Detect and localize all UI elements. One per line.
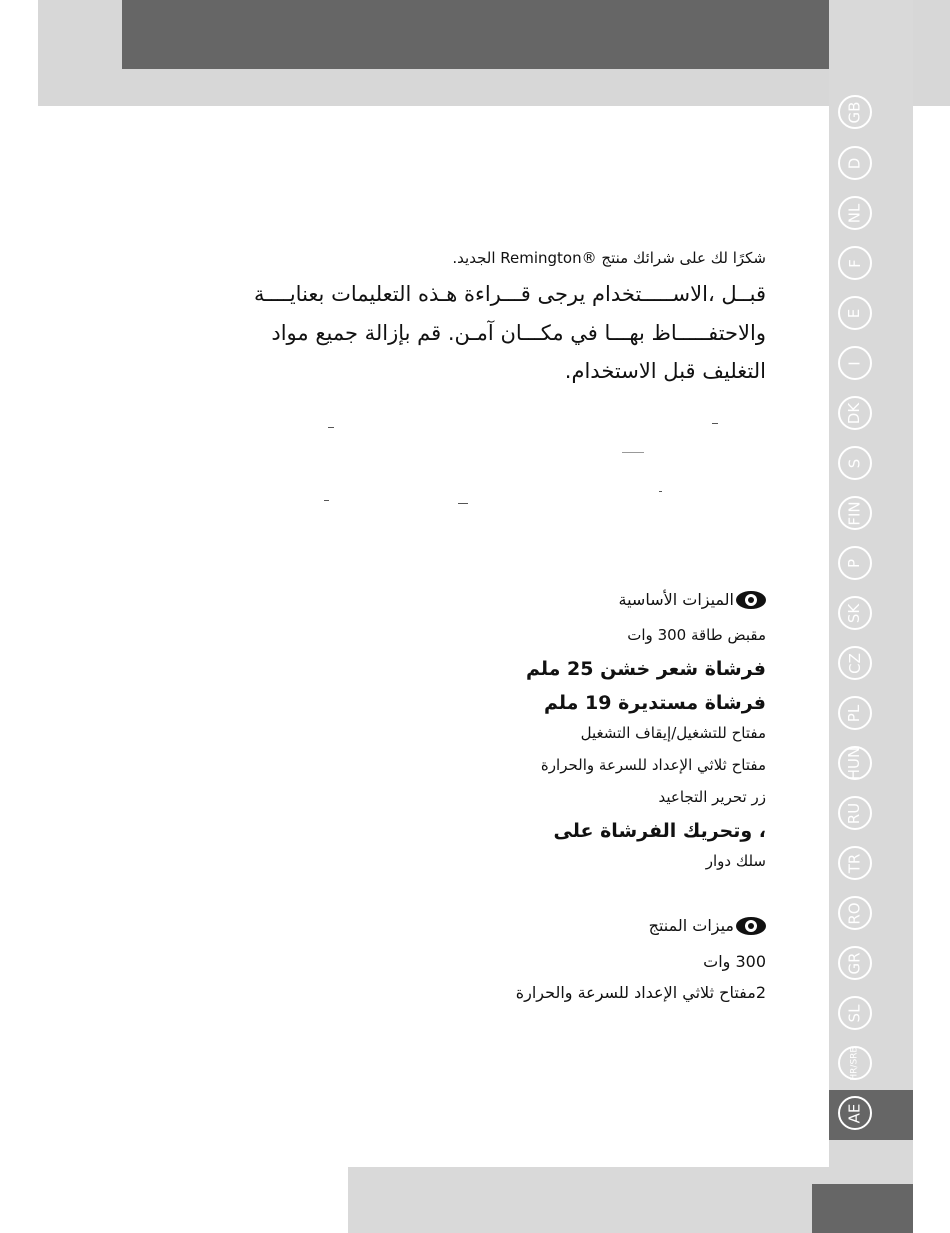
language-tab-label: AE (845, 1103, 864, 1123)
scan-speck (324, 500, 329, 501)
product-feature-item: 2مفتاح ثلاثي الإعداد للسرعة والحرارة (515, 983, 766, 1002)
eye-icon (736, 917, 766, 935)
language-tab-label: SK (845, 603, 864, 623)
language-tab-tr[interactable] (838, 846, 872, 880)
language-tab-gr[interactable] (838, 946, 872, 980)
language-tab-fin[interactable] (838, 496, 872, 530)
scan-speck (712, 423, 718, 424)
feature-item: فرشاة شعر خشن 25 ملم (526, 658, 766, 680)
language-tab-dk[interactable] (838, 396, 872, 430)
feature-item: زر تحرير التجاعيد (658, 788, 766, 806)
language-tab-d[interactable] (838, 146, 872, 180)
language-tab-i[interactable] (838, 346, 872, 380)
feature-item: فرشاة مستديرة 19 ملم (543, 692, 766, 714)
language-tab-label: SL (845, 1004, 864, 1022)
language-tab-gb[interactable] (838, 95, 872, 129)
language-tab-label: NL (845, 203, 864, 223)
intro-thanks: شكرًا لك على شرائك منتج ®Remington الجديد. (452, 249, 766, 267)
language-tab-hr-srb[interactable] (838, 1046, 872, 1080)
language-tab-e[interactable] (838, 296, 872, 330)
feature-item: مقبض طاقة 300 وات (627, 626, 766, 644)
language-tab-label: DK (845, 402, 864, 424)
intro-line-4: التغليف قبل الاستخدام. (564, 359, 766, 383)
header-bar (122, 0, 829, 69)
language-tab-ru[interactable] (838, 796, 872, 830)
intro-line-3: والاحتفـــــاظ بهـــا في مكـــان آمـن. قم بإزالة جميع مواد (271, 321, 766, 345)
language-tab-label: TR (845, 853, 864, 873)
language-tab-label: PL (845, 704, 864, 722)
language-tab-f[interactable] (838, 246, 872, 280)
language-tab-sk[interactable] (838, 596, 872, 630)
page-corner-block (812, 1184, 913, 1233)
product-features-title: ميزات المنتج (648, 916, 734, 935)
language-tab-p[interactable] (838, 546, 872, 580)
language-tab-label: RO (845, 901, 864, 925)
eye-icon (736, 591, 766, 609)
intro-line-2: قبــل ،الاســـــتخدام يرجى قـــراءة هـذه التعليمات بعنايــــة (253, 282, 766, 306)
language-tab-label: FIN (845, 500, 864, 526)
language-tab-label: GR (845, 951, 864, 975)
language-tab-sl[interactable] (838, 996, 872, 1030)
scan-speck (659, 491, 662, 492)
language-tab-label: GB (845, 101, 864, 123)
product-feature-item: 300 وات (703, 952, 766, 971)
scan-speck (458, 503, 468, 504)
language-tab-ro[interactable] (838, 896, 872, 930)
language-tab-ae[interactable] (838, 1096, 872, 1130)
language-tab-label: P (845, 558, 864, 568)
footer-block (348, 1167, 829, 1233)
scan-speck (622, 452, 644, 453)
language-tab-s[interactable] (838, 446, 872, 480)
language-tab-cz[interactable] (838, 646, 872, 680)
language-tab-label: E (845, 308, 864, 318)
language-tab-pl[interactable] (838, 696, 872, 730)
language-tab-label: CZ (845, 652, 864, 674)
language-tab-label: F (845, 258, 864, 268)
language-tab-label: HR/SRB (849, 1045, 860, 1081)
language-tab-label: D (845, 157, 864, 169)
feature-item: ، وتحريك الفرشاة على (553, 820, 766, 842)
language-tab-hun[interactable] (838, 746, 872, 780)
product-features-heading (649, 916, 766, 935)
scan-speck (328, 427, 334, 428)
language-tab-label: I (845, 360, 864, 366)
key-features-heading (619, 590, 766, 609)
language-tab-nl[interactable] (838, 196, 872, 230)
language-tab-label: HUN (845, 746, 864, 780)
feature-item: مفتاح ثلاثي الإعداد للسرعة والحرارة (540, 756, 766, 774)
feature-item: مفتاح للتشغيل/إيقاف التشغيل (580, 724, 766, 742)
language-tab-label: RU (845, 802, 864, 824)
key-features-title: الميزات الأساسية (618, 590, 734, 609)
feature-item: سلك دوار (705, 852, 766, 870)
language-tab-label: S (845, 458, 864, 468)
